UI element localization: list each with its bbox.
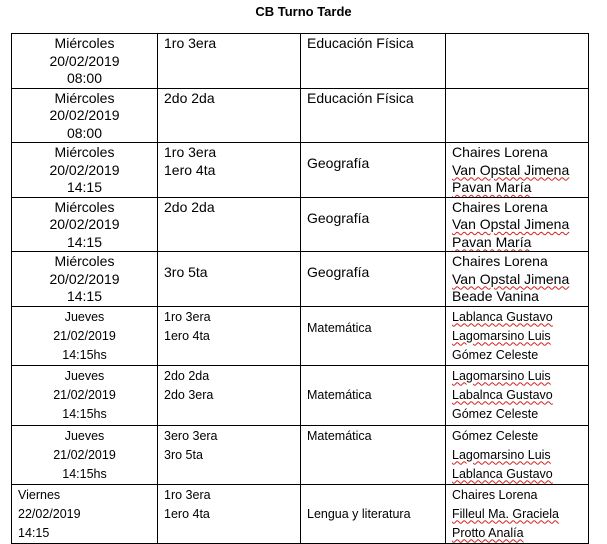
course-text: 1ero 4ta xyxy=(164,506,210,521)
teacher-name: Labalnca Gustavo xyxy=(452,387,553,402)
date-cell xyxy=(12,306,158,365)
teacher-name: Pavan María xyxy=(452,233,532,250)
subject-cell xyxy=(301,197,446,252)
teachers-cell xyxy=(446,425,589,484)
course-text: 2do 3era xyxy=(164,387,214,402)
time-text: 08:00 xyxy=(66,124,103,141)
course-text: 1ero 4ta xyxy=(164,161,216,178)
day-text: Miércoles xyxy=(54,198,115,215)
courses-cell xyxy=(158,484,301,543)
teachers-cell xyxy=(446,34,589,89)
teachers-cell xyxy=(446,88,589,143)
date-cell xyxy=(12,252,158,307)
course-text: 1ro 3era xyxy=(164,144,217,160)
course-text: 2do 2da xyxy=(164,89,215,106)
subject-text: Geografía xyxy=(307,209,370,226)
teacher-name: Gómez Celeste xyxy=(452,406,539,421)
date-cell xyxy=(12,425,158,484)
teacher-name: Lagomarsino Luis xyxy=(452,368,551,383)
subject-text: Geografía xyxy=(307,155,370,171)
table-row xyxy=(12,425,589,484)
document-title: CB Turno Tarde xyxy=(255,4,352,19)
date-text: 22/02/2019 xyxy=(18,506,81,521)
teacher-name: Gómez Celeste xyxy=(452,347,539,362)
teacher-name: Gómez Celeste xyxy=(452,428,539,443)
time-text: 14:15hs xyxy=(62,466,107,481)
subject-cell xyxy=(301,143,446,198)
teacher-name: Van Opstal Jimena xyxy=(452,270,570,287)
date-cell xyxy=(12,34,158,89)
course-text: 2do 2da xyxy=(164,368,210,383)
teachers-cell xyxy=(446,143,589,198)
time-text: 14:15 xyxy=(66,288,103,304)
time-text: 14:15 xyxy=(66,179,103,195)
course-text: 1ero 4ta xyxy=(164,328,210,343)
course-text: 1ro 3era xyxy=(164,487,211,502)
courses-cell xyxy=(158,306,301,365)
day-text: Miércoles xyxy=(54,35,115,51)
subject-cell xyxy=(301,34,446,89)
table-row xyxy=(12,484,589,543)
date-text: 20/02/2019 xyxy=(49,161,120,178)
teacher-name: Beade Vanina xyxy=(452,288,539,304)
date-cell xyxy=(12,365,158,425)
date-text: 20/02/2019 xyxy=(49,52,120,69)
teacher-name: Filleul Ma. Graciela xyxy=(452,506,559,521)
teachers-cell xyxy=(446,365,589,425)
course-text: 3ro 5ta xyxy=(164,264,208,280)
teacher-name: Pavan María xyxy=(452,179,532,195)
date-text: 21/02/2019 xyxy=(53,328,116,343)
subject-cell xyxy=(301,484,446,543)
teacher-name: Chaires Lorena xyxy=(452,198,548,215)
date-cell xyxy=(12,88,158,143)
teacher-name: Lagomarsino Luis xyxy=(452,447,551,462)
day-text: Viernes xyxy=(18,487,61,502)
subject-cell xyxy=(301,88,446,143)
course-text: 1ro 3era xyxy=(164,35,217,51)
day-text: Jueves xyxy=(64,428,105,443)
courses-cell xyxy=(158,425,301,484)
table-row xyxy=(12,143,589,198)
date-cell xyxy=(12,197,158,252)
subject-cell xyxy=(301,425,446,484)
table-row xyxy=(12,88,589,143)
time-text: 08:00 xyxy=(66,70,103,86)
teacher-name: Van Opstal Jimena xyxy=(452,216,570,232)
table-row xyxy=(12,34,589,89)
date-text: 20/02/2019 xyxy=(49,216,120,232)
subject-text: Geografía xyxy=(307,264,370,280)
subject-text: Matemática xyxy=(307,428,372,443)
subject-cell xyxy=(301,252,446,307)
time-text: 14:15hs xyxy=(62,406,107,421)
course-text: 1ro 3era xyxy=(164,309,211,324)
teacher-name: Lablanca Gustavo xyxy=(452,466,553,481)
subject-text: Educación Física xyxy=(307,89,414,106)
teachers-cell xyxy=(446,306,589,365)
course-text: 2do 2da xyxy=(164,198,215,215)
subject-text: Matemática xyxy=(307,320,372,335)
courses-cell xyxy=(158,197,301,252)
teacher-name: Chaires Lorena xyxy=(452,144,548,160)
table-row xyxy=(12,197,589,252)
day-text: Jueves xyxy=(64,368,105,383)
schedule-table xyxy=(11,33,589,544)
date-cell xyxy=(12,484,158,543)
time-text: 14:15 xyxy=(66,233,103,250)
subject-text: Educación Física xyxy=(307,35,414,51)
subject-text: Matemática xyxy=(307,388,372,402)
table-row xyxy=(12,306,589,365)
table-row xyxy=(12,252,589,307)
courses-cell xyxy=(158,365,301,425)
teacher-name: Chaires Lorena xyxy=(452,487,538,502)
teacher-name: Van Opstal Jimena xyxy=(452,161,570,178)
date-text: 21/02/2019 xyxy=(53,447,116,462)
teachers-cell xyxy=(446,484,589,543)
subject-cell xyxy=(301,306,446,365)
teachers-cell xyxy=(446,197,589,252)
courses-cell xyxy=(158,143,301,198)
time-text: 14:15hs xyxy=(62,347,107,362)
teacher-name: Lagomarsino Luis xyxy=(452,328,551,343)
course-text: 3ero 3era xyxy=(164,428,218,443)
teachers-cell xyxy=(446,252,589,307)
teacher-name: Protto Analía xyxy=(452,525,524,540)
table-row xyxy=(12,365,589,425)
date-text: 20/02/2019 xyxy=(49,270,120,287)
teacher-name: Chaires Lorena xyxy=(452,253,548,269)
courses-cell xyxy=(158,34,301,89)
time-text: 14:15 xyxy=(18,525,50,540)
day-text: Miércoles xyxy=(54,253,115,269)
subject-text: Lengua y literatura xyxy=(307,506,411,521)
date-cell xyxy=(12,143,158,198)
day-text: Miércoles xyxy=(54,89,115,106)
course-text: 3ro 5ta xyxy=(164,447,203,462)
teacher-name: Lablanca Gustavo xyxy=(452,309,553,324)
date-text: 20/02/2019 xyxy=(49,107,120,123)
date-text: 21/02/2019 xyxy=(53,387,116,402)
courses-cell xyxy=(158,252,301,307)
day-text: Miércoles xyxy=(54,144,115,160)
courses-cell xyxy=(158,88,301,143)
day-text: Jueves xyxy=(64,309,105,324)
subject-cell xyxy=(301,365,446,425)
